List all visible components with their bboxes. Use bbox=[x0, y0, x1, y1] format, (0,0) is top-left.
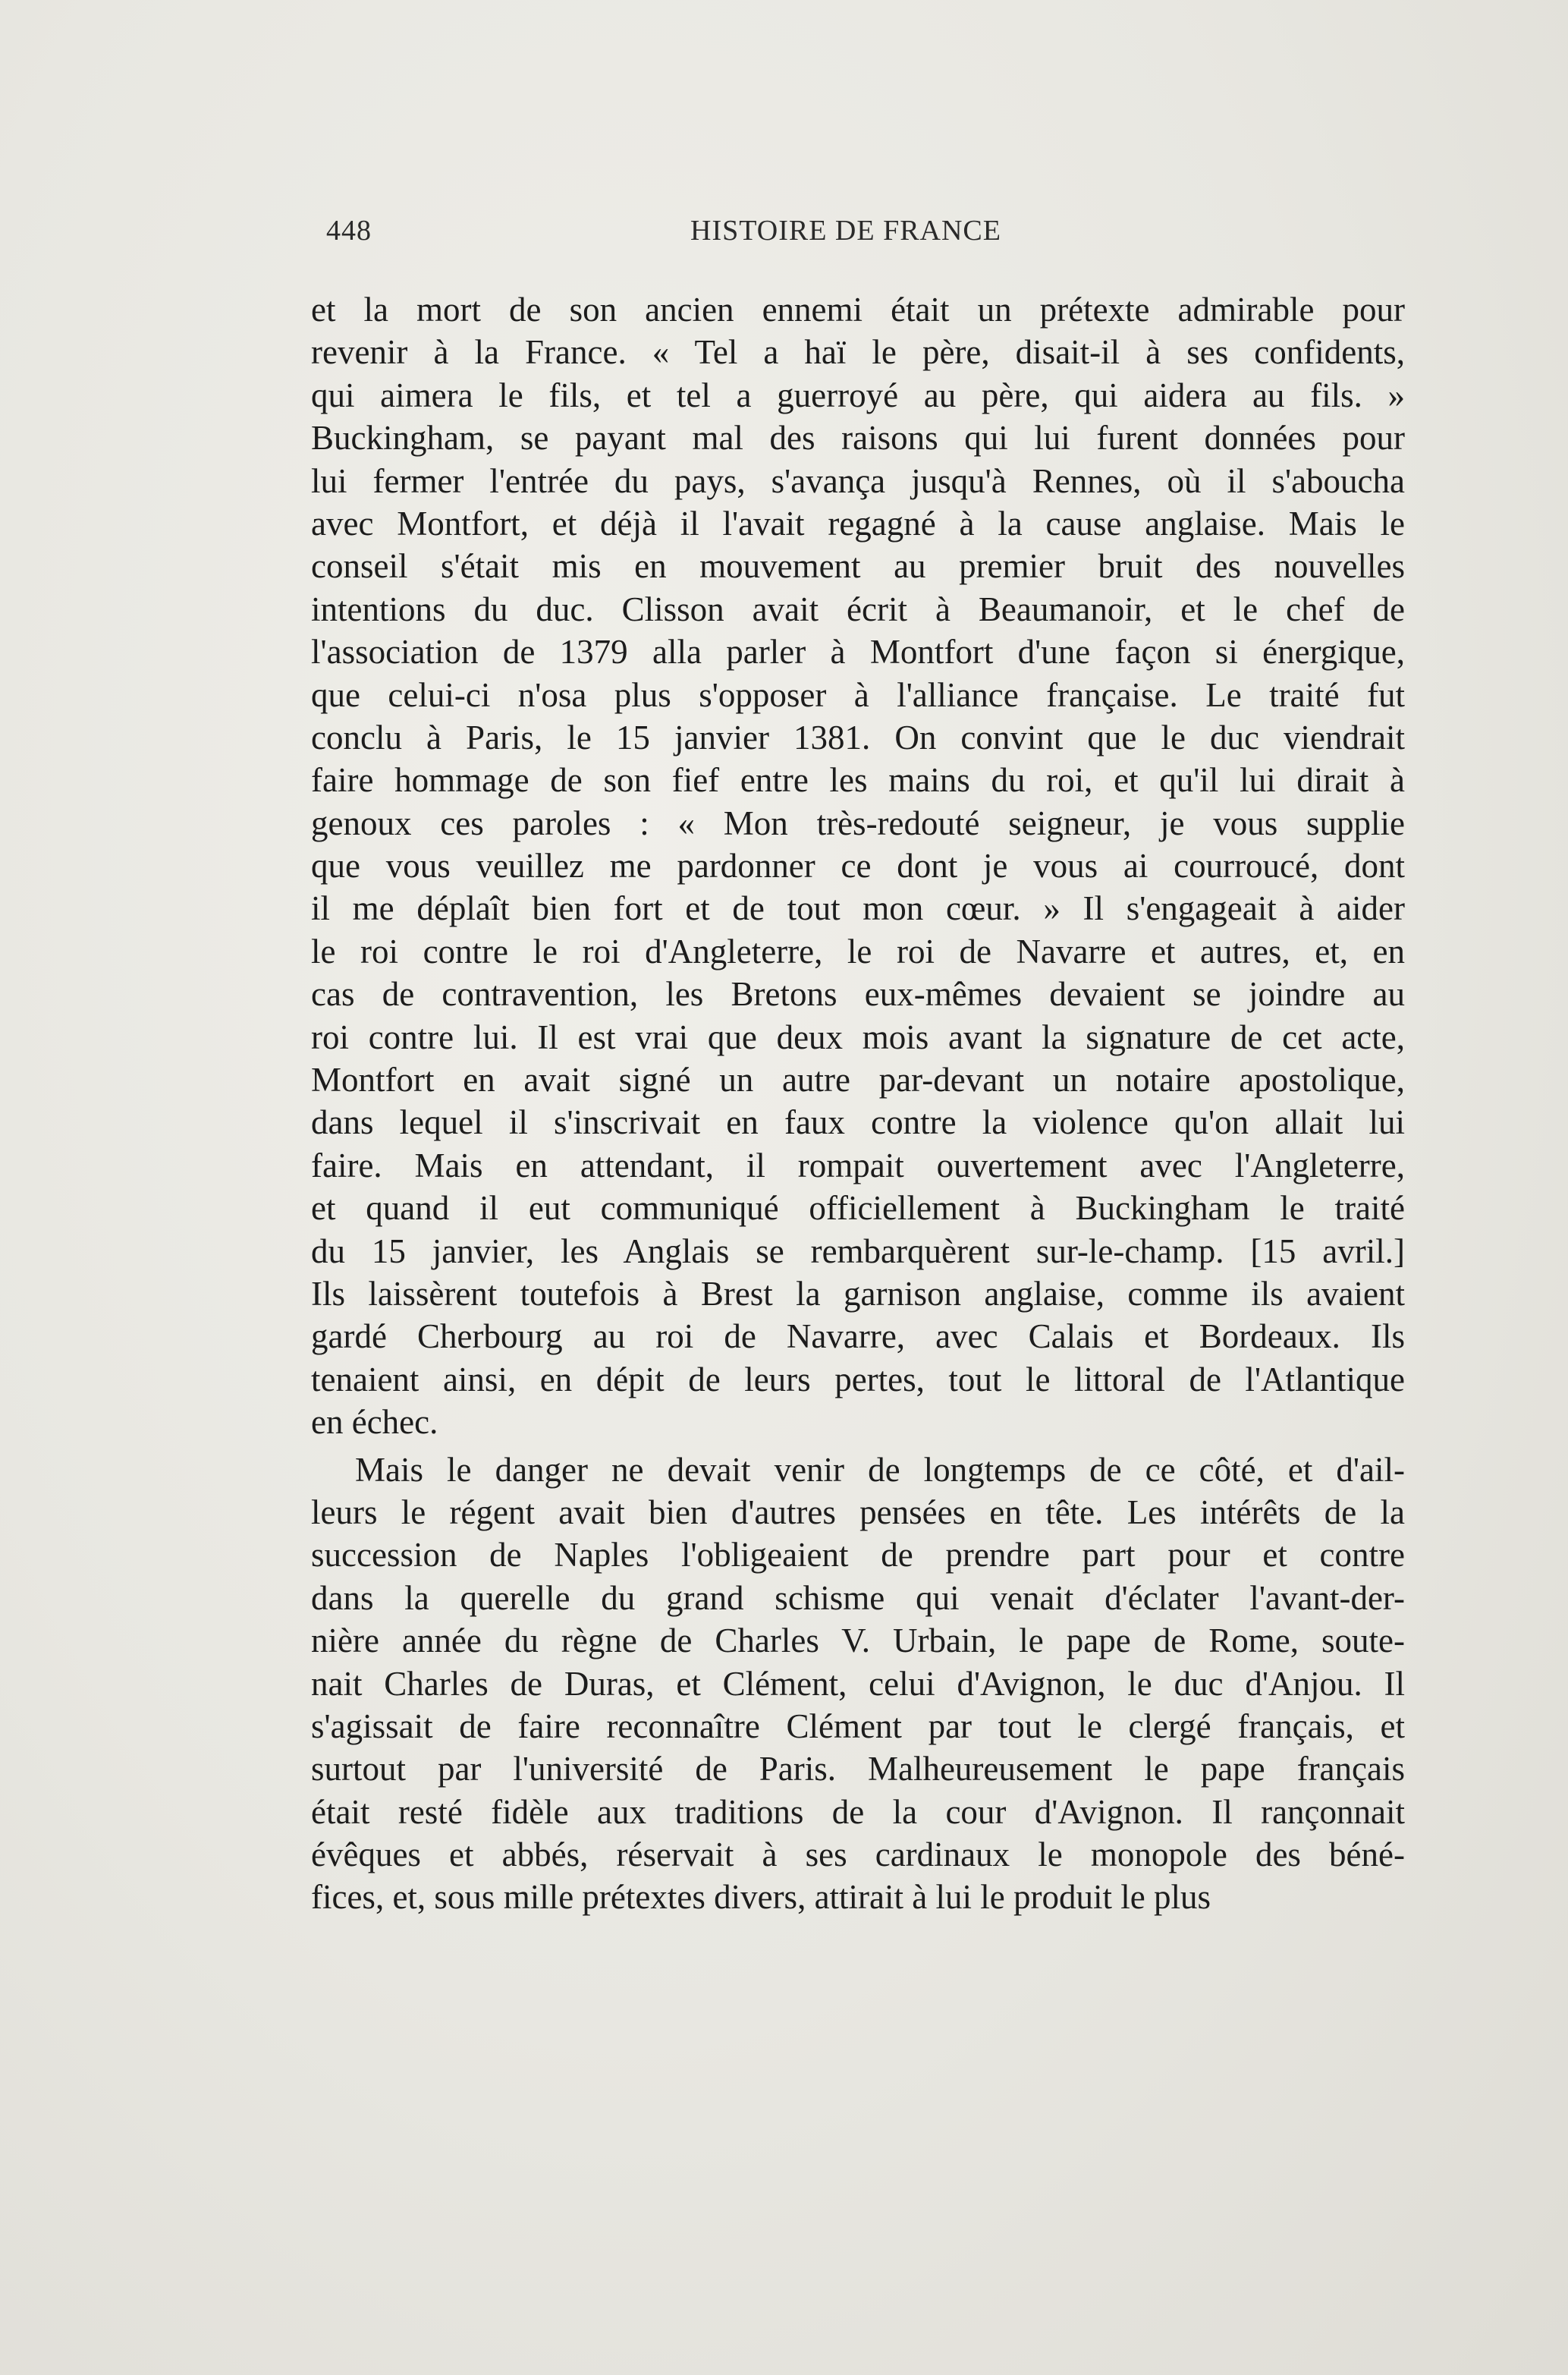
text-line: faire hommage de son fief entre les mains du roi, et qu'il lui dirait à bbox=[311, 761, 1405, 800]
text-line: Montfort en avait signé un autre par-devant un notaire apostolique, bbox=[311, 1061, 1405, 1099]
body-text bbox=[311, 288, 1405, 1919]
text-line: l'association de 1379 alla parler à Montfort d'une façon si énergique, bbox=[311, 633, 1405, 672]
text-line: Buckingham, se payant mal des raisons qui lui furent données pour bbox=[311, 419, 1405, 458]
paragraph-1 bbox=[311, 288, 1405, 1444]
text-line: et la mort de son ancien ennemi était un prétexte admirable pour bbox=[311, 291, 1405, 329]
text-line: avec Montfort, et déjà il l'avait regagné à la cause anglaise. Mais le bbox=[311, 504, 1405, 543]
text-line: du 15 janvier, les Anglais se rembarquèrent sur-le-champ. [15 avril.] bbox=[311, 1232, 1405, 1270]
text-line: Ils laissèrent toutefois à Brest la garnison anglaise, comme ils avaient bbox=[311, 1274, 1405, 1313]
paragraph-2 bbox=[311, 1449, 1405, 1919]
text-line: gardé Cherbourg au roi de Navarre, avec Calais et Bordeaux. Ils bbox=[311, 1317, 1405, 1356]
text-line: que celui-ci n'osa plus s'opposer à l'alliance française. Le traité fut bbox=[311, 675, 1405, 714]
text-line: dans lequel il s'inscrivait en faux contre la violence qu'on allait lui bbox=[311, 1103, 1405, 1142]
text-line: évêques et abbés, réservait à ses cardinaux le monopole des béné- bbox=[311, 1836, 1405, 1874]
text-line: succession de Naples l'obligeaient de prendre part pour et contre bbox=[311, 1536, 1405, 1574]
text-line: qui aimera le fils, et tel a guerroyé au père, qui aidera au fils. » bbox=[311, 376, 1405, 414]
text-line: conseil s'était mis en mouvement au premier bruit des nouvelles bbox=[311, 547, 1405, 586]
page-header bbox=[326, 214, 1403, 260]
text-line: nait Charles de Duras, et Clément, celui d'Avignon, le duc d'Anjou. Il bbox=[311, 1664, 1405, 1703]
text-line: cas de contravention, les Bretons eux-mêmes devaient se joindre au bbox=[311, 975, 1405, 1014]
text-line: roi contre lui. Il est vrai que deux mois avant la signature de cet acte, bbox=[311, 1018, 1405, 1056]
text-line: et quand il eut communiqué officiellement à Buckingham le traité bbox=[311, 1189, 1405, 1228]
running-title: HISTOIRE DE FRANCE bbox=[690, 215, 1001, 247]
text-line: intentions du duc. Clisson avait écrit à Beaumanoir, et le chef de bbox=[311, 590, 1405, 628]
text-line: lui fermer l'entrée du pays, s'avança jusqu'à Rennes, où il s'aboucha bbox=[311, 461, 1405, 500]
text-line: était resté fidèle aux traditions de la cour d'Avignon. Il rançonnait bbox=[311, 1792, 1405, 1831]
text-line: Mais le danger ne devait venir de longtemps de ce côté, et d'ail- bbox=[355, 1450, 1405, 1489]
text-line: leurs le régent avait bien d'autres pensées en tête. Les intérêts de la bbox=[311, 1493, 1405, 1531]
text-line: tenaient ainsi, en dépit de leurs pertes, tout le littoral de l'Atlantique bbox=[311, 1360, 1405, 1398]
text-line: le roi contre le roi d'Angleterre, le roi de Navarre et autres, et, en bbox=[311, 932, 1405, 970]
page-number: 448 bbox=[326, 215, 372, 247]
text-line: il me déplaît bien fort et de tout mon cœur. » Il s'engageait à aider bbox=[311, 889, 1405, 928]
text-line: s'agissait de faire reconnaître Clément par tout le clergé français, et bbox=[311, 1707, 1405, 1745]
text-line: fices, et, sous mille prétextes divers, attirait à lui le produit le plus bbox=[311, 1878, 1211, 1917]
text-line: revenir à la France. « Tel a haï le père, disait-il à ses confidents, bbox=[311, 333, 1405, 372]
text-line: nière année du règne de Charles V. Urbain, le pape de Rome, soute- bbox=[311, 1622, 1405, 1660]
text-line: faire. Mais en attendant, il rompait ouvertement avec l'Angleterre, bbox=[311, 1146, 1405, 1184]
text-line: conclu à Paris, le 15 janvier 1381. On convint que le duc viendrait bbox=[311, 718, 1405, 757]
text-line: que vous veuillez me pardonner ce dont je vous ai courroucé, dont bbox=[311, 847, 1405, 886]
text-line: genoux ces paroles : « Mon très-redouté seigneur, je vous supplie bbox=[311, 804, 1405, 842]
text-line: dans la querelle du grand schisme qui venait d'éclater l'avant-der- bbox=[311, 1578, 1405, 1617]
text-line: en échec. bbox=[311, 1403, 438, 1442]
text-line: surtout par l'université de Paris. Malheureusement le pape français bbox=[311, 1750, 1405, 1788]
